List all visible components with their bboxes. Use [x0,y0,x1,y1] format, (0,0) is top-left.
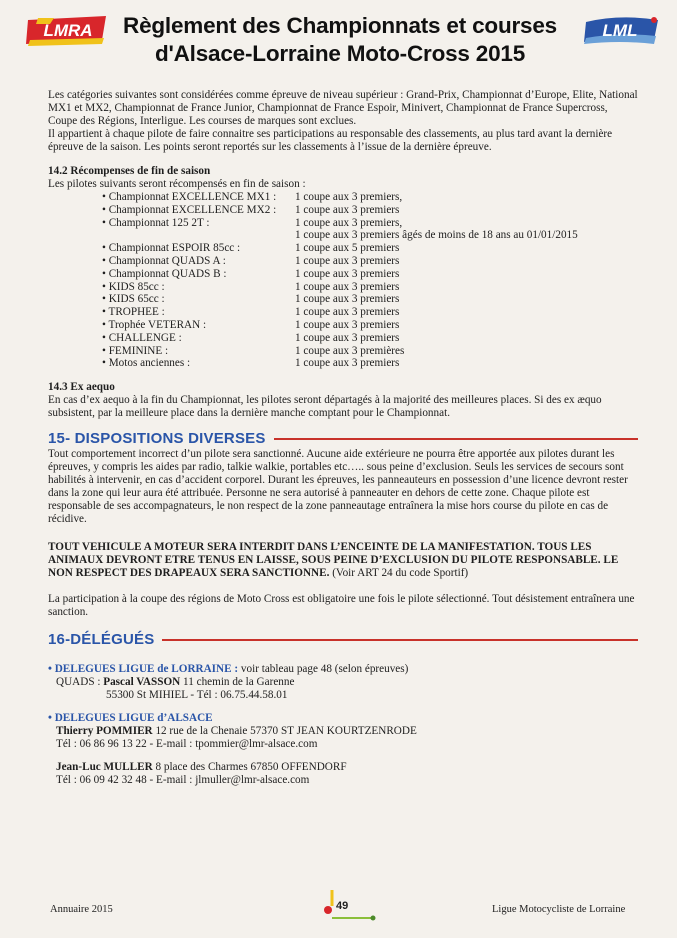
award-category: • CHALLENGE : [102,331,182,344]
section-14-2-heading: 14.2 Récompenses de fin de saison [48,165,211,177]
award-row [102,204,578,217]
award-value: 1 coupe aux 3 premiers [295,267,400,280]
award-category: • Trophée VETERAN : [102,318,207,331]
section-16-title: 16-DÉLÉGUÉS [48,631,155,649]
award-row [102,293,578,306]
delegate-pommier [48,725,638,738]
award-category: • Motos anciennes : [102,357,191,370]
award-category: • TROPHEE : [102,306,165,319]
section-15-title: 15- DISPOSITIONS DIVERSES [48,430,266,448]
award-value: 1 coupe aux 3 premiers [295,331,400,344]
document-body [48,89,638,787]
footer-right: Ligue Motocycliste de Lorraine [492,904,626,915]
award-value: 1 coupe aux 3 premiers, [295,216,403,229]
award-row [102,357,578,370]
page-number [318,890,378,922]
lmra-logo-text: LMRA [43,21,93,40]
lml-logo [580,14,662,48]
coupe-regions-text: La participation à la coupe des régions de Moto Cross est obligatoire une fois le pilote sélectionné. Tout désistement entraînera une sanction. [48,593,635,619]
award-value: 1 coupe aux 3 premiers [295,203,400,216]
award-row [102,306,578,319]
award-value: 1 coupe aux 3 premiers [295,357,400,370]
quads-name: Pascal VASSON [103,676,181,689]
award-row [102,229,578,242]
award-value: 1 coupe aux 3 premiers [295,280,400,293]
award-category: • Championnat QUADS A : [102,254,226,267]
award-category: • Championnat QUADS B : [102,267,227,280]
award-row [102,242,578,255]
award-value: 1 coupe aux 3 premiers [295,318,400,331]
award-value: 1 coupe aux 3 premières [295,344,405,357]
award-category: • Championnat EXCELLENCE MX2 : [102,203,277,216]
delegate-name: Thierry POMMIER [56,725,153,738]
award-category: • Championnat EXCELLENCE MX1 : [102,191,277,203]
award-value: 1 coupe aux 3 premiers âgés de moins de 18 ans au 01/01/2015 [295,229,578,242]
award-row [102,345,578,358]
lmra-logo [24,14,110,48]
quads-label: QUADS : [56,676,104,689]
delegate-contact: Tél : 06 09 42 32 48 - E-mail : jlmuller@lmr-alsace.com [56,774,310,787]
award-value: 1 coupe aux 3 premiers [295,293,400,306]
vehicle-rules-text: TOUT VEHICULE A MOTEUR SERA INTERDIT DANS L’ENCEINTE DE LA MANIFESTATION. TOUS LES ANIMAUX DEVRONT ETRE TENUS EN LAISSE, SOUS PEINE D’EXCLUSION DU PILOTE RESPONSABLE. LE NON RESPECT DES DRAPEAUX SERA SANCTIONNE. [48,541,619,580]
quads-address: 11 chemin de la Garenne [180,676,295,689]
awards-table [102,191,578,370]
award-category [102,229,295,242]
footer-left: Annuaire 2015 [50,904,113,915]
quads-delegate [48,676,638,689]
delegate-contact: Tél : 06 86 96 13 22 - E-mail : tpommier@lmr-alsace.com [56,738,318,751]
section-15-text: Tout comportement incorrect d’un pilote sera sanctionné. Aucune aide extérieure ne pourra être apportée aux pilotes durant les épreuves, y compris les aides par radio, talkie walkie, portables etc….. sous peine d’exclusion. Seuls les services de secours sont habilités à intervenir, en cas d’accident corporel. Durant les épreuves, les panneauteurs en possession d’une licence devront rester dans la zone qui leur aura été attribuée. Personne ne sera autorisé à panneauter en dehors de cette zone. Chaque pilote est responsable de ses accompagnateurs, le non respect de la zone panneautage entraînera la mise hors course du pilote en cas de récidive. [48,448,628,526]
title-line-2: d'Alsace-Lorraine Moto-Cross 2015 [154,41,526,66]
award-value: 1 coupe aux 3 premiers [295,254,400,267]
award-category: • Championnat 125 2T : [102,216,210,229]
lorraine-label: • DELEGUES LIGUE de LORRAINE : [48,663,239,676]
award-category: • FEMININE : [102,344,169,357]
title-line-1: Règlement des Championnats et courses [123,13,557,38]
section-16-heading [48,631,638,649]
award-row [102,332,578,345]
award-row [102,268,578,281]
award-category: • KIDS 85cc : [102,280,165,293]
delegate-address: 12 rue de la Chenaie 57370 ST JEAN KOURTZENRODE [152,725,417,738]
section-divider [274,438,638,440]
section-15-heading [48,430,638,448]
award-category: • KIDS 65cc : [102,293,165,306]
lorraine-note: voir tableau page 48 (selon épreuves) [238,663,409,676]
delegate-muller [48,761,638,774]
lml-logo-text: LML [602,21,638,40]
page-title [120,12,560,68]
quads-address-2: 55300 St MIHIEL - Tél : 06.75.44.58.01 [106,689,288,702]
vehicle-rules-notice [48,541,638,580]
award-value: 1 coupe aux 3 premiers [295,306,400,319]
award-row [102,217,578,230]
award-row [102,319,578,332]
award-row [102,191,578,204]
award-category: • Championnat ESPOIR 85cc : [102,242,241,255]
award-value: 1 coupe aux 5 premiers [295,242,400,255]
section-14-2-lead: Les pilotes suivants seront récompensés en fin de saison : [48,178,306,190]
section-divider [162,639,638,641]
award-row [102,281,578,294]
intro-paragraph-2: Il appartient à chaque pilote de faire connaitre ses participations au responsable des classements, au plus tard avant la dernière épreuve de la saison. Les points seront reportés sur les classements à l’issue de la dernière épreuve. [48,128,613,153]
alsace-delegates [48,712,638,725]
intro-paragraph-1: Les catégories suivantes sont considérées comme épreuve de niveau supérieur : Grand-Prix, Championnat d’Europe, Elite, National MX1 et MX2, Championnat de France Junior, Championnat de France Espoir, Minivert, Championnat de France Supercross, Coupe des Régions, Interligue. Les courses de marques sont exclues. [48,89,638,127]
section-14-3-heading: 14.3 Ex aequo [48,381,115,394]
delegate-name: Jean-Luc MULLER [56,761,153,774]
section-14-3-text: En cas d’ex aequo à la fin du Championnat, les pilotes seront départagés à la majorité des meilleures places. Si des ex æquo subsistent, par la meilleure place dans la dernière manche comptant pour le Championnat. [48,394,602,420]
lorraine-delegates [48,663,638,676]
award-row [102,255,578,268]
vehicle-rules-reference: (Voir ART 24 du code Sportif) [329,567,469,580]
alsace-label: • DELEGUES LIGUE d’ALSACE [48,712,213,725]
page-number-text: 49 [336,900,349,912]
award-value: 1 coupe aux 3 premiers, [295,191,403,203]
delegate-address: 8 place des Charmes 67850 OFFENDORF [152,761,347,774]
